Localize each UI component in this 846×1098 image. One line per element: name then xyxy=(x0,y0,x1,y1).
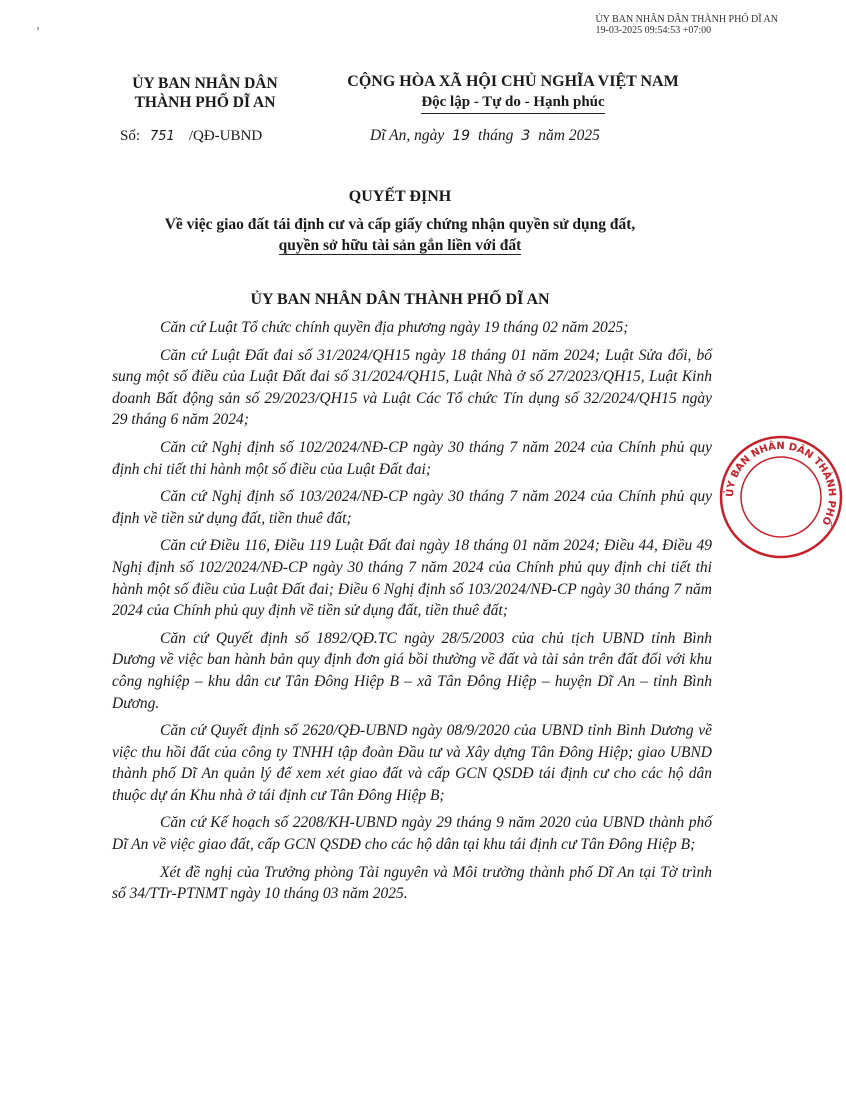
document-number xyxy=(120,128,262,145)
legal-basis-paragraph: Căn cứ Điều 116, Điều 119 Luật Đất đai ngày 18 tháng 01 năm 2024; Điều 44, Điều 49 Nghị định số 102/2024/NĐ-CP ngày 30 tháng 7 năm 2024 của Chính phủ quy định chi tiết thi hành một số điều của Luật Đất đai; Điều 6 Nghị định số 103/2024/NĐ-CP ngày 30 tháng 7 năm 2024 của Chính phủ quy định về tiền sử dụng đất, tiền thuê đất; xyxy=(112,537,712,620)
issuing-authority-line2: THÀNH PHỐ DĨ AN xyxy=(134,94,276,111)
deciding-authority: ỦY BAN NHÂN DÂN THÀNH PHỐ DĨ AN xyxy=(250,291,550,308)
seal-inner-ring xyxy=(741,457,821,537)
official-seal-icon xyxy=(716,432,846,562)
seal-text-path: ỦY BAN NHÂN DÂN THÀNH PHỐ xyxy=(724,440,838,527)
document-subject-line1: Về việc giao đất tái định cư và cấp giấy chứng nhận quyền sử dụng đất, xyxy=(164,216,636,233)
issue-date-day: 19 xyxy=(452,128,471,144)
issue-date-year: năm 2025 xyxy=(538,127,600,144)
national-title: CỘNG HÒA XÃ HỘI CHỦ NGHĨA VIỆT NAM xyxy=(347,73,679,90)
document-title: QUYẾT ĐỊNH xyxy=(348,188,452,205)
national-motto: Độc lập - Tự do - Hạnh phúc xyxy=(421,92,604,114)
legal-basis-paragraph: Căn cứ Kế hoạch số 2208/KH-UBND ngày 29 tháng 9 năm 2020 của UBND thành phố Dĩ An về việc giao đất, cấp GCN QSDĐ cho các hộ dân tại khu tái định cư Tân Đông Hiệp B; xyxy=(112,814,712,854)
legal-basis-paragraph: Xét đề nghị của Trưởng phòng Tài nguyên và Môi trường thành phố Dĩ An tại Tờ trình số 34/TTr-PTNMT ngày 10 tháng 03 năm 2025. xyxy=(112,863,712,903)
legal-basis-paragraph: Căn cứ Quyết định số 1892/QĐ.TC ngày 28/5/2003 của chủ tịch UBND tỉnh Bình Dương về việc ban hành bản quy định đơn giá bồi thường về đất và tài sản trên đất đối với khu công nghiệp – khu dân cư Tân Đông Hiệp B – xã Tân Đông Hiệp – huyện Dĩ An – tỉnh Bình Dương. xyxy=(112,629,712,712)
issuing-authority-line1: ỦY BAN NHÂN DÂN xyxy=(132,75,278,92)
seal-outer-ring xyxy=(721,437,841,557)
issue-date-month: 3 xyxy=(521,128,531,144)
legal-basis-paragraph: Căn cứ Luật Đất đai số 31/2024/QH15 ngày 18 tháng 01 năm 2024; Luật Sửa đổi, bổ sung một số điều của Luật Đất đai số 31/2024/QH15, Luật Nhà ở số 27/2023/QH15, Luật Kinh doanh Bất động sản số 29/2023/QH15 và Luật Các Tổ chức Tín dụng số 32/2024/QH15 ngày 29 tháng 6 năm 2024; xyxy=(112,346,712,429)
legal-basis-paragraph: Căn cứ Nghị định số 102/2024/NĐ-CP ngày 30 tháng 7 năm 2024 của Chính phủ quy định chi tiết thi hành một số điều của Luật Đất đai; xyxy=(112,438,712,478)
issue-date xyxy=(370,127,600,145)
document-subject xyxy=(90,214,710,256)
document-number-value: 751 xyxy=(150,129,175,144)
national-header xyxy=(318,72,708,114)
document-subject-line2: quyền sở hữu tài sản gắn liền với đất xyxy=(278,237,522,254)
legal-basis xyxy=(112,317,712,911)
issue-date-month-label: tháng xyxy=(478,127,514,144)
digital-signature-timestamp: 19-03-2025 09:54:53 +07:00 xyxy=(595,25,712,36)
legal-basis-paragraph: Căn cứ Quyết định số 2620/QĐ-UBND ngày 08/9/2020 của UBND tỉnh Bình Dương về việc thu hồi đất của công ty TNHH tập đoàn Đầu tư và Xây dựng Tân Đông Hiệp; giao UBND thành phố Dĩ An quản lý để xem xét giao đất và cấp GCN QSDĐ tái định cư cho các hộ dân thuộc dự án Khu nhà ở tái định cư Tân Đông Hiệp B; xyxy=(112,722,712,804)
document-number-label: Số: xyxy=(120,128,141,144)
digital-signature-block xyxy=(596,14,779,36)
legal-basis-paragraph: Căn cứ Luật Tổ chức chính quyền địa phương ngày 19 tháng 02 năm 2025; xyxy=(160,319,629,336)
issuing-authority xyxy=(110,74,300,112)
legal-basis-paragraph: Căn cứ Nghị định số 103/2024/NĐ-CP ngày 30 tháng 7 năm 2024 của Chính phủ quy định về tiền sử dụng đất, tiền thuê đất; xyxy=(112,488,712,527)
document-number-suffix: /QĐ-UBND xyxy=(188,128,263,144)
digital-signature-signer: ỦY BAN NHÂN DÂN THÀNH PHỐ DĨ AN xyxy=(595,14,778,25)
corner-mark: › xyxy=(36,22,40,34)
issue-date-place: Dĩ An, ngày xyxy=(370,127,445,144)
